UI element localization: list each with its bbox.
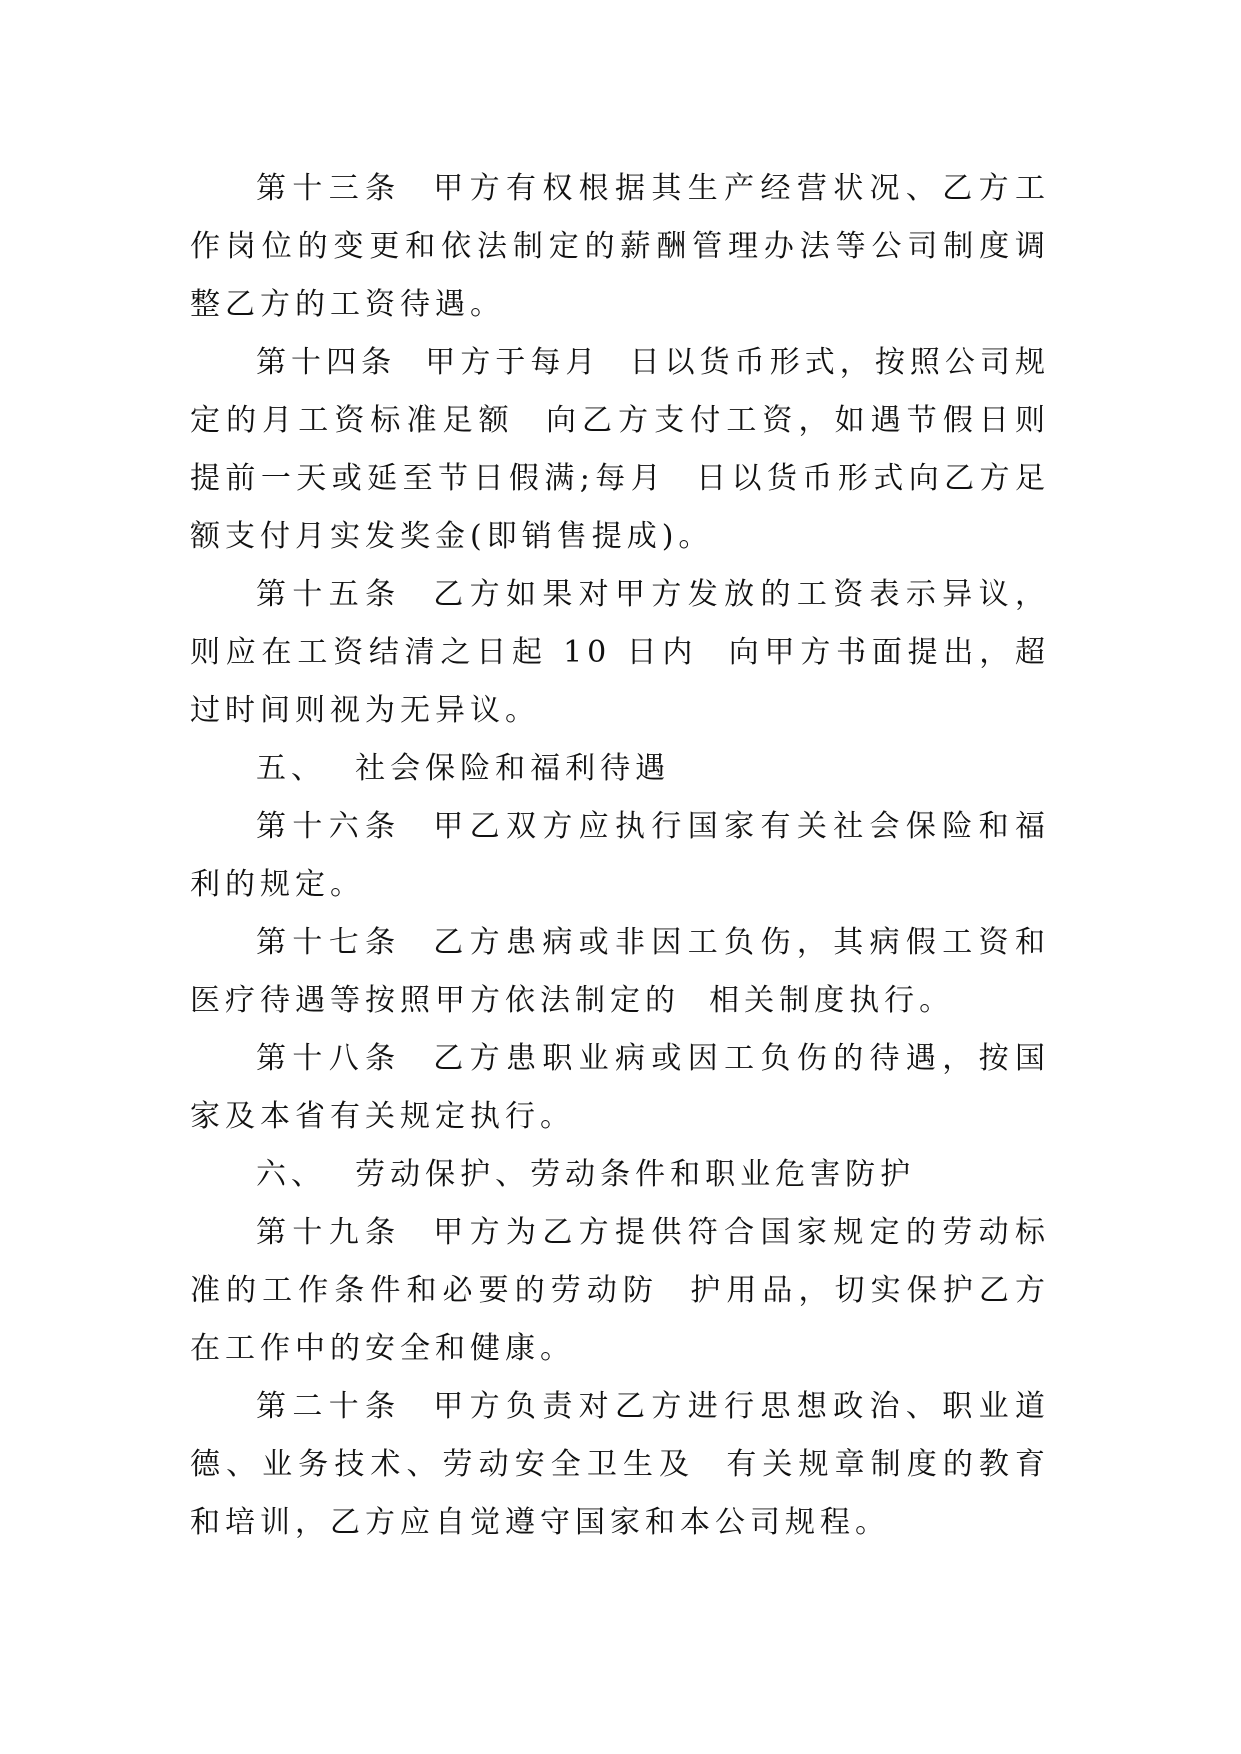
article-18: 第十八条 乙方患职业病或因工负伤的待遇，按国家及本省有关规定执行。 xyxy=(190,1041,1050,1134)
section-heading-5: 五、 社会保险和福利待遇 xyxy=(256,751,671,786)
article-15: 第十五条 乙方如果对甲方发放的工资表示异议，则应在工资结清之日起 10 日内 向甲方书面提出，超过时间则视为无异议。 xyxy=(190,577,1050,728)
article-14: 第十四条 甲方于每月 日以货币形式，按照公司规定的月工资标准足额 向乙方支付工资，如遇节假日则提前一天或延至节日假满;每月 日以货币形式向乙方足额支付月实发奖金(即销售提成)。 xyxy=(190,345,1050,554)
article-17: 第十七条 乙方患病或非因工负伤，其病假工资和医疗待遇等按照甲方依法制定的 相关制度执行。 xyxy=(190,925,1050,1018)
article-16: 第十六条 甲乙双方应执行国家有关社会保险和福利的规定。 xyxy=(190,809,1050,902)
article-19: 第十九条 甲方为乙方提供符合国家规定的劳动标准的工作条件和必要的劳动防 护用品，切实保护乙方在工作中的安全和健康。 xyxy=(190,1215,1050,1366)
article-13: 第十三条 甲方有权根据其生产经营状况、乙方工作岗位的变更和依法制定的薪酬管理办法等公司制度调整乙方的工资待遇。 xyxy=(190,171,1050,322)
document-page xyxy=(190,160,1050,1552)
article-20: 第二十条 甲方负责对乙方进行思想政治、职业道德、业务技术、劳动安全卫生及 有关规章制度的教育和培训，乙方应自觉遵守国家和本公司规程。 xyxy=(190,1389,1050,1540)
section-heading-6: 六、 劳动保护、劳动条件和职业危害防护 xyxy=(256,1157,916,1192)
